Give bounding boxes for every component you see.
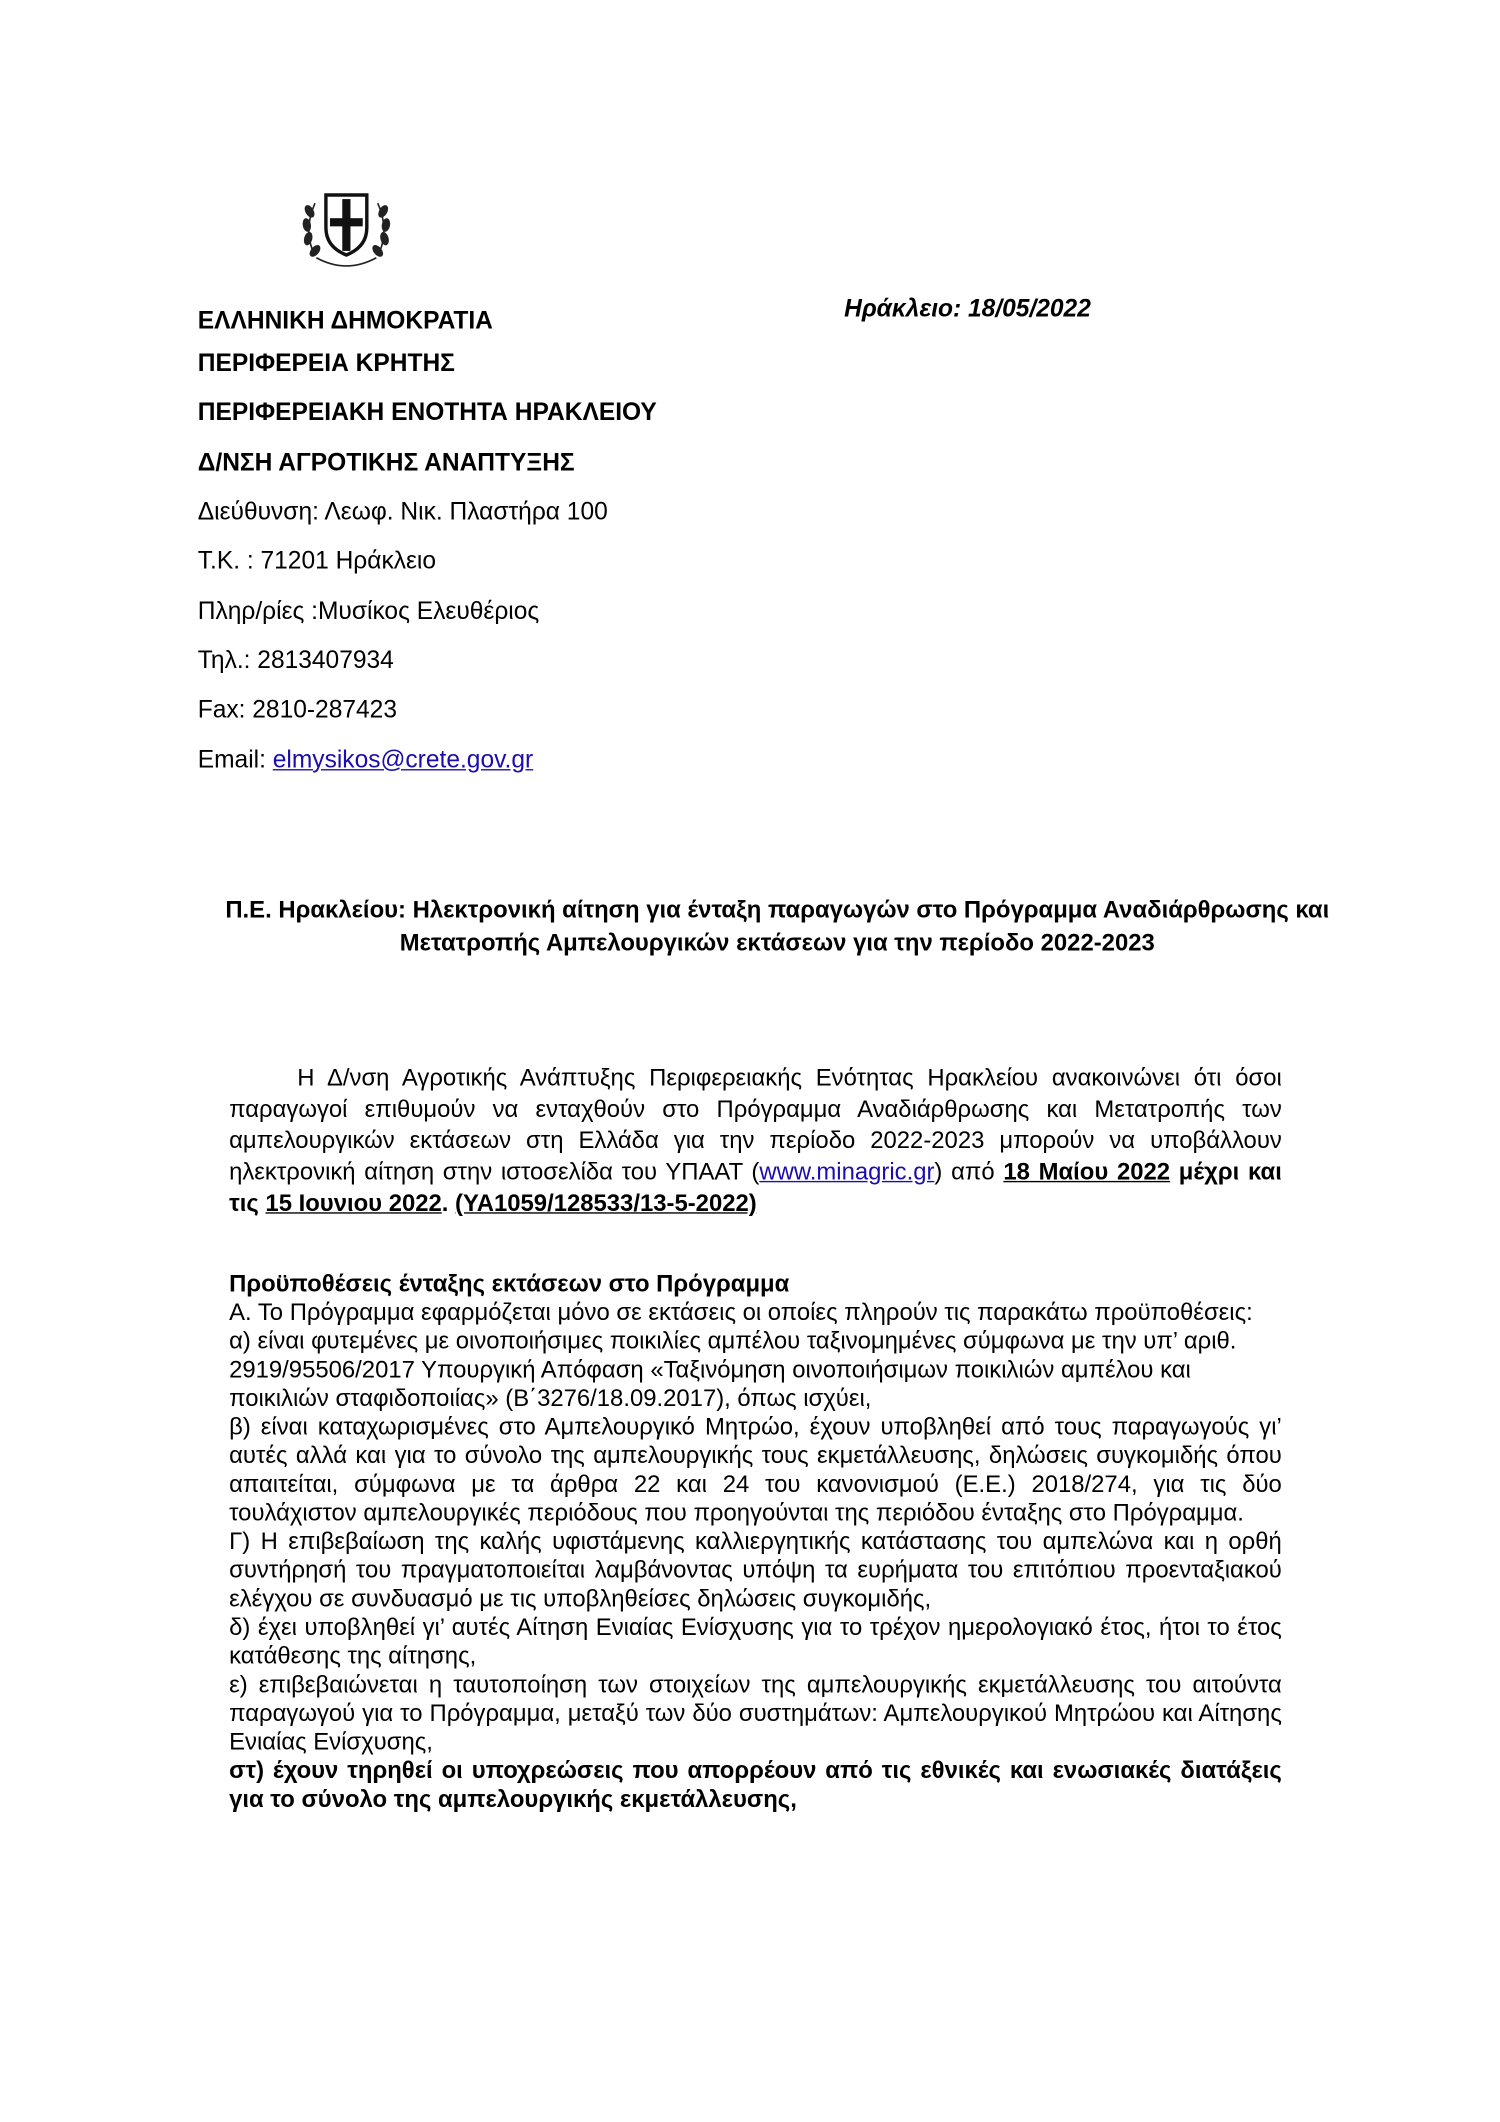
hellenic-republic-emblem-icon bbox=[299, 181, 394, 274]
condition-item-delta: δ) έχει υποβληθεί γι’ αυτές Αίτηση Ενιαίας Ενίσχυσης για το τρέχον ημερολογιακό έτος, ήτοι το έτος κατάθεσης της αίτησης, bbox=[229, 1613, 1282, 1670]
email-label: Email: bbox=[197, 745, 273, 774]
header-postal-code: Τ.Κ. : 71201 Ηράκλειο bbox=[197, 546, 437, 575]
announcement-text: Η Δ/νση Αγροτικής Ανάπτυξης Περιφερειακής Ενότητας Ηρακλείου ανακοινώνει ότι όσοι παραγωγοί επιθυμούν να ενταχθούν στο Πρόγραμμα Αναδιάρθρωσης και Μετατροπής των αμπελουργικών εκτάσεων στη Ελλάδα για την περίοδο 2022-2023 μπορούν να υποβάλλουν ηλεκτρονική αίτηση στην ιστοσελίδα του ΥΠΑΑΤ ( bbox=[229, 1063, 1282, 1186]
start-date: 18 Μαίου 2022 bbox=[1003, 1157, 1171, 1186]
announcement-after-link: ) από bbox=[934, 1157, 1004, 1186]
minagric-link[interactable]: www.minagric.gr bbox=[759, 1157, 935, 1186]
header-republic: ΕΛΛΗΝΙΚΗ ΔΗΜΟΚΡΑΤΙΑ bbox=[197, 306, 493, 335]
conditions-title: Προϋποθέσεις ένταξης εκτάσεων στο Πρόγραμμα bbox=[229, 1269, 790, 1297]
ministerial-decision: (ΥΑ1059/128533/13-5-2022) bbox=[455, 1189, 757, 1217]
end-date: 15 Ιουνιου 2022 bbox=[265, 1189, 442, 1217]
condition-item-a: Α. Το Πρόγραμμα εφαρμόζεται μόνο σε εκτάσεις οι οποίες πληρούν τις παρακάτω προϋποθέσεις: bbox=[229, 1298, 1253, 1326]
conditions-section bbox=[229, 1270, 1282, 1814]
condition-item-st: στ) έχουν τηρηθεί οι υποχρεώσεις που απορρέουν από τις εθνικές και ενωσιακές διατάξεις για το σύνολο της αμπελουργικής εκμετάλλευσης, bbox=[229, 1756, 1282, 1813]
header-region: ΠΕΡΙΦΕΡΕΙΑ ΚΡΗΤΗΣ bbox=[197, 349, 455, 377]
condition-item-epsilon: ε) επιβεβαιώνεται η ταυτοποίηση των στοιχείων της αμπελουργικής εκμετάλλευσης του αιτούντα παραγωγού για το Πρόγραμμα, μεταξύ των δύο συστημάτων: Αμπελουργικού Μητρώου και Αίτησης Ενιαίας Ενίσχυσης, bbox=[229, 1670, 1282, 1756]
announcement-paragraph bbox=[229, 1062, 1282, 1219]
header-directorate: Δ/ΝΣΗ ΑΓΡΟΤΙΚΗΣ ΑΝΑΠΤΥΞΗΣ bbox=[197, 448, 575, 476]
condition-item-alpha: α) είναι φυτεμένες με οινοποιήσιμες ποικιλίες αμπέλου ταξινομημένες σύμφωνα με την υπ’ αριθ. 2919/95506/2017 Υπουργική Απόφαση «Ταξινόμηση οινοποιήσιμων ποικιλιών αμπέλου και ποικιλιών σταφιδοποιίας» (Β΄3276/18.09.2017), όπως ισχύει, bbox=[229, 1326, 1237, 1412]
document-subject: Π.Ε. Ηρακλείου: Ηλεκτρονική αίτηση για ένταξη παραγωγών στο Πρόγραμμα Αναδιάρθρωσης και Μετατροπής Αμπελουργικών εκτάσεων για την περίοδο 2022-2023 bbox=[225, 895, 1330, 956]
document-date: Ηράκλειο: 18/05/2022 bbox=[844, 294, 1091, 322]
header-contact-person: Πληρ/ρίες :Μυσίκος Ελευθέριος bbox=[197, 597, 540, 625]
condition-item-gamma: Γ) Η επιβεβαίωση της καλής υφιστάμενης καλλιεργητικής κατάστασης του αμπελώνα και η ορθή συντήρησή του πραγματοποιείται λαμβάνοντας υπόψη τα ευρήματα του επιτόπιου προενταξιακού ελέγχου σε συνδυασμό με τις υποβληθείσες δηλώσεις συγκομιδής, bbox=[229, 1527, 1282, 1612]
header-email-line bbox=[198, 746, 533, 775]
until-label: μέχρι και τις bbox=[229, 1157, 1282, 1217]
email-link[interactable]: elmysikos@crete.gov.gr bbox=[272, 745, 534, 774]
header-fax: Fax: 2810-287423 bbox=[197, 695, 397, 723]
header-phone: Τηλ.: 2813407934 bbox=[197, 646, 394, 674]
header-address: Διεύθυνση: Λεωφ. Νικ. Πλαστήρα 100 bbox=[197, 497, 608, 526]
header-regional-unit: ΠΕΡΙΦΕΡΕΙΑΚΗ ΕΝΟΤΗΤΑ ΗΡΑΚΛΕΙΟΥ bbox=[197, 398, 657, 426]
date-separator: . bbox=[441, 1189, 456, 1217]
condition-item-beta: β) είναι καταχωρισμένες στο Αμπελουργικό Μητρώο, έχουν υποβληθεί από τους παραγωγούς γι’ αυτές αλλά και για το σύνολο της αμπελουργικής τους εκμετάλλευσης, δηλώσεις συγκομιδής όπου απαιτείται, σύμφωνα με τα άρθρα 22 και 24 του κανονισμού (Ε.Ε.) 2018/274, για τις δύο τουλάχιστον αμπελουργικές περιόδους που προηγούνται της περιόδου ένταξης στο Πρόγραμμα. bbox=[229, 1412, 1282, 1526]
